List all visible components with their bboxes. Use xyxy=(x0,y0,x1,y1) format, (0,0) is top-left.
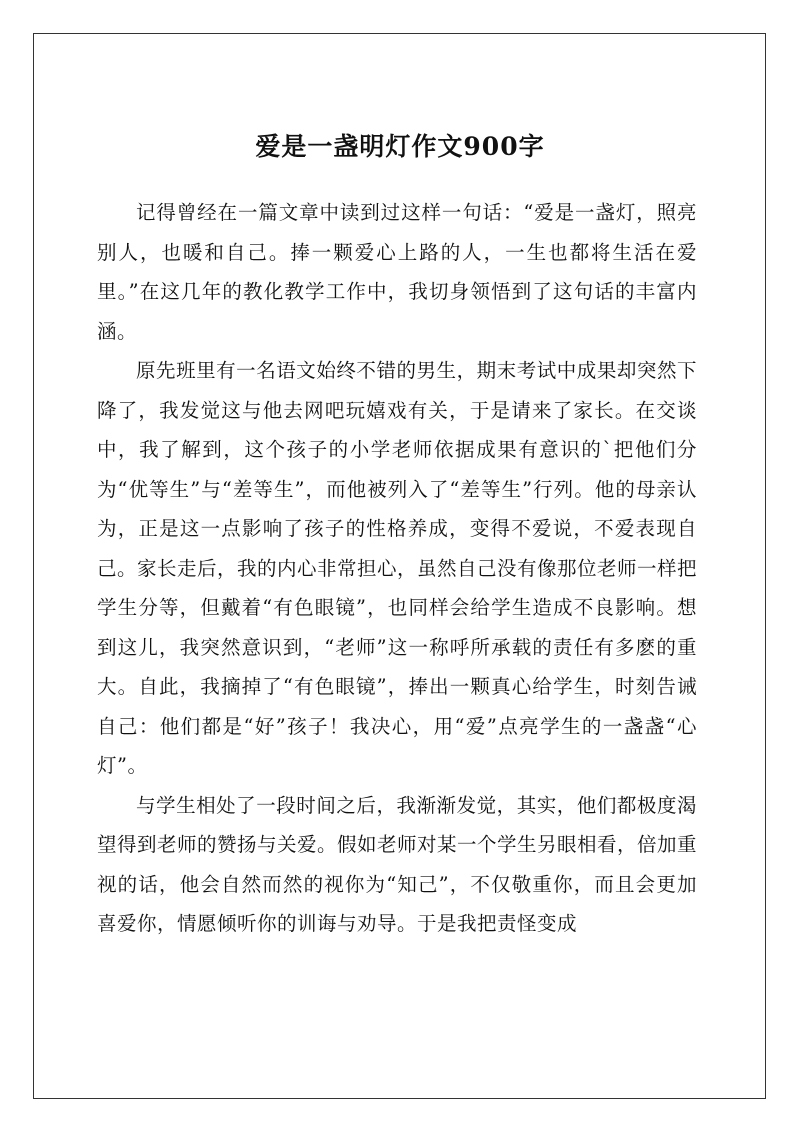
paragraph-3: 与学生相处了一段时间之后，我渐渐发觉，其实，他们都极度渴望得到老师的赞扬与关爱。假如老师对某一个学生另眼相看，倍加重视的话，他会自然而然的视你为“知己”，不仅敬重你，而且会更加喜爱你，情愿倾听你的训诲与劝导。于是我把责怪变成 xyxy=(97,793,698,935)
document-title: 爱是一盏明灯作文900字 xyxy=(255,132,545,161)
paragraph-2: 原先班里有一名语文始终不错的男生，期末考试中成果却突然下降了，我发觉这与他去网吧玩嬉戏有关，于是请来了家长。在交谈中，我了解到，这个孩子的小学老师依据成果有意识的`把他们分为“优等生”与“差等生”，而他被列入了“差等生”行列。他的母亲认为，正是这一点影响了孩子的性格养成，变得不爱说，不爱表现自己。家长走后，我的内心非常担心，虽然自己没有像那位老师一样把学生分等，但戴着“有色眼镜”，也同样会给学生造成不良影响。想到这儿，我突然意识到，“老师”这一称呼所承载的责任有多麽的重大。自此，我摘掉了“有色眼镜”，捧出一颗真心给学生，时刻告诫自己：他们都是“好”孩子！我决心，用“爱”点亮学生的一盏盏“心灯”。 xyxy=(97,359,698,777)
document-body xyxy=(97,193,697,944)
paragraph-1: 记得曾经在一篇文章中读到过这样一句话：“爱是一盏灯，照亮别人，也暖和自己。捧一颗爱心上路的人，一生也都将生活在爱里。”在这几年的教化教学工作中，我切身领悟到了这句话的丰富内涵。 xyxy=(97,201,697,343)
